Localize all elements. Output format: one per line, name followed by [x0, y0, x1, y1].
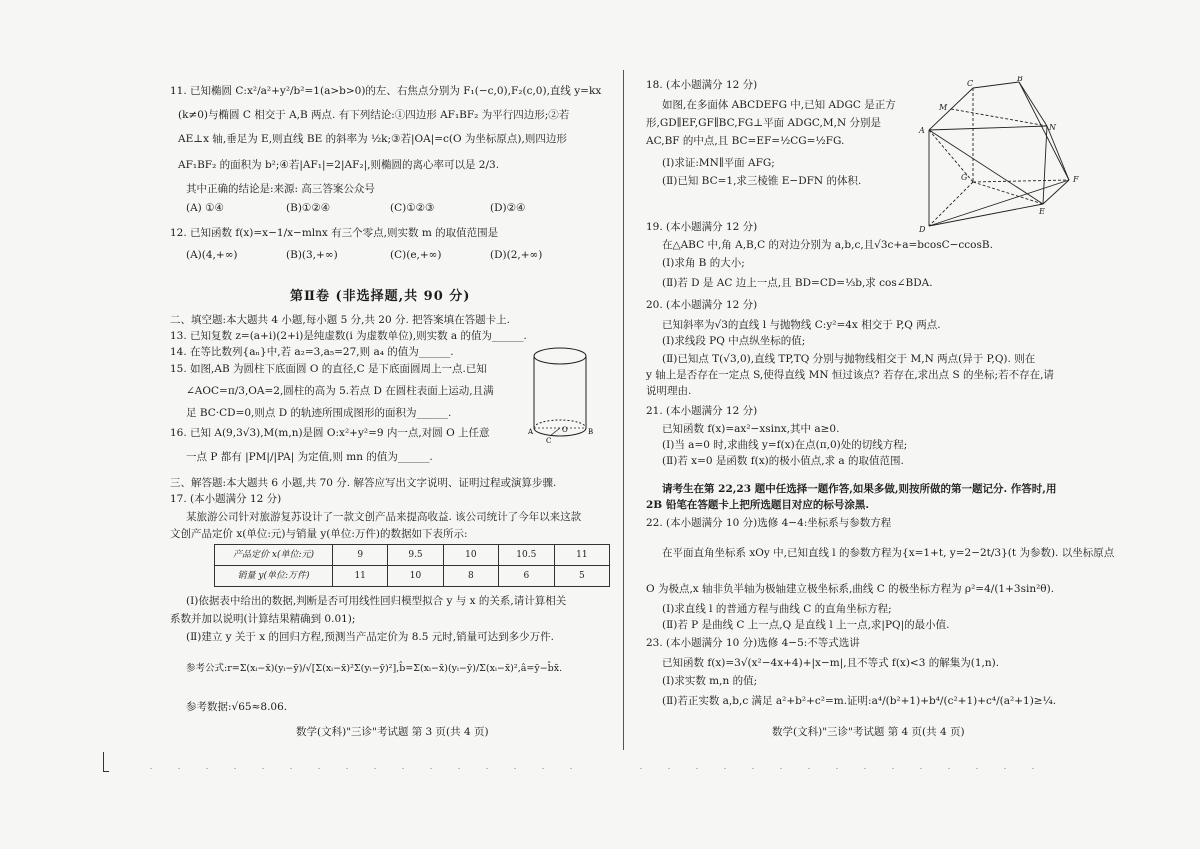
q11-line3: AE⊥x 轴,垂足为 E,则直线 BE 的斜率为 ½k;③若|OA|=c(O 为坐标原点),则四边形 — [178, 133, 567, 145]
cyl-label-c: C — [546, 437, 552, 444]
poly-label-c: C — [967, 79, 974, 88]
table-cell: 11 — [333, 566, 388, 587]
q23-head: 23. (本小题满分 10 分)选修 4−5:不等式选讲 — [646, 637, 860, 649]
q12-option-a: (A)(4,+∞) — [186, 249, 238, 261]
q20-line1: 已知斜率为√3的直线 l 与抛物线 C:y²=4x 相交于 P,Q 两点. — [662, 319, 941, 331]
table-cell: 5 — [554, 566, 609, 587]
q19-head: 19. (本小题满分 12 分) — [646, 221, 758, 233]
q22-head: 22. (本小题满分 10 分)选修 4−4:坐标系与参数方程 — [646, 517, 892, 529]
q18-head: 18. (本小题满分 12 分) — [646, 79, 758, 91]
poly-label-g: G — [961, 173, 968, 182]
q12-option-c: (C)(e,+∞) — [390, 249, 442, 261]
q18-line2: 形,GD∥EF,GF∥BC,FG⊥平面 ADGC,M,N 分别是 — [646, 117, 881, 129]
q11-option-b: (B)①②④ — [286, 202, 331, 214]
part2-title: 第Ⅱ卷 (非选择题,共 90 分) — [290, 289, 471, 304]
q17-line1: 某旅游公司针对旅游复苏设计了一款文创产品来提高收益. 该公司统计了今年以来这款 — [186, 511, 582, 523]
binding-mark — [103, 752, 104, 772]
q17-part1a: (Ⅰ)依据表中给出的数据,判断是否可用线性回归模型拟合 y 与 x 的关系,请计算相关 — [186, 595, 567, 607]
table-row — [215, 566, 610, 587]
q11-option-c: (C)①②③ — [390, 202, 435, 214]
q15-line2: ∠AOC=π/3,OA=2,圆柱的高为 5.若点 D 在圆柱表面上运动,且满 — [186, 385, 494, 397]
fill-header: 二、填空题:本大题共 4 小题,每小题 5 分,共 20 分. 把答案填在答题卡上. — [170, 314, 510, 326]
table-cell: 10 — [443, 545, 498, 566]
q21-line2: (Ⅰ)当 a=0 时,求曲线 y=f(x)在点(π,0)处的切线方程; — [662, 439, 908, 451]
q17-line2: 文创产品定价 x(单位:元)与销量 y(单位:万件)的数据如下表所示: — [170, 528, 468, 540]
page3-footer: 数学(文科)"三诊"考试题 第 3 页(共 4 页) — [296, 726, 489, 738]
q19-line3: (Ⅱ)若 D 是 AC 边上一点,且 BD=CD=⅓b,求 cos∠BDA. — [662, 277, 933, 289]
q11-line5: 其中正确的结论是:来源: 高三答案公众号 — [186, 183, 375, 195]
scan-dots-right — [640, 768, 1060, 769]
q20-line4: y 轴上是否存在一定点 S,使得直线 MN 恒过该点? 若存在,求出点 S 的坐标;若不存在,请 — [646, 369, 1054, 381]
polyhedron-figure — [915, 76, 1085, 234]
q12-line1: 12. 已知函数 f(x)=x−1/x−mlnx 有三个零点,则实数 m 的取值范围是 — [170, 227, 499, 239]
q18-line3: AC,BF 的中点,且 BC=EF=½CG=½FG. — [646, 135, 845, 147]
q22-line1: 在平面直角坐标系 xOy 中,已知直线 l 的参数方程为{x=1+t, y=2−2t/3}(t 为参数). 以坐标原点 — [662, 547, 1115, 559]
table-cell: 8 — [443, 566, 498, 587]
q11-option-a: (A) ①④ — [186, 202, 224, 214]
cyl-label-o: O — [562, 426, 568, 434]
q21-line1: 已知函数 f(x)=ax²−xsinx,其中 a≥0. — [662, 423, 840, 435]
q11-line1: 11. 已知椭圆 C:x²/a²+y²/b²=1(a>b>0)的左、右焦点分别为 F₁(−c,0),F₂(c,0),直线 y=kx — [170, 85, 602, 97]
table-cell: 产品定价 x(单位:元) — [215, 545, 333, 566]
q21-head: 21. (本小题满分 12 分) — [646, 405, 758, 417]
page4-footer: 数学(文科)"三诊"考试题 第 4 页(共 4 页) — [772, 726, 965, 738]
table-cell: 6 — [498, 566, 554, 587]
q11-line2: (k≠0)与椭圆 C 相交于 A,B 两点. 有下列结论:①四边形 AF₁BF₂ 为平行四边形;②若 — [178, 109, 570, 121]
q20-line3: (Ⅱ)已知点 T(√3,0),直线 TP,TQ 分别与抛物线相交于 M,N 两点(异于 P,Q). 则在 — [662, 353, 1036, 365]
q23-line2: (Ⅰ)求实数 m,n 的值; — [662, 675, 758, 687]
q23-line3: (Ⅱ)若正实数 a,b,c 满足 a²+b²+c²=m.证明:a⁴/(b²+1)+b⁴/(c²+1)+c⁴/(a²+1)≥¼. — [662, 695, 1057, 707]
binding-mark-foot — [103, 771, 109, 772]
q18-line4: (Ⅰ)求证:MN∥平面 AFG; — [662, 157, 775, 169]
q17-part1b: 系数并加以说明(计算结果精确到 0.01); — [170, 613, 356, 625]
cyl-label-a: A — [528, 428, 534, 436]
q22-line3: (Ⅰ)求直线 l 的普通方程与曲线 C 的直角坐标方程; — [662, 603, 892, 615]
q17-formula: 参考公式:r=Σ(xᵢ−x̄)(yᵢ−ȳ)/√[Σ(xᵢ−x̄)²Σ(yᵢ−ȳ)²],b̂=Σ(xᵢ−x̄)(yᵢ−ȳ)/Σ(xᵢ−x̄)²,â=ȳ−b̂x̄. — [186, 663, 563, 674]
q12-option-d: (D)(2,+∞) — [490, 249, 543, 261]
q15-line3: 足 BC·CD=0,则点 D 的轨迹所围成图形的面积为______. — [186, 407, 452, 419]
cylinder-figure — [528, 344, 598, 444]
q21-line3: (Ⅱ)若 x=0 是函数 f(x)的极小值点,求 a 的取值范围. — [662, 455, 904, 467]
q14: 14. 在等比数列{aₙ}中,若 a₂=3,a₅=27,则 a₄ 的值为______. — [170, 346, 454, 358]
poly-label-m: M — [939, 103, 948, 112]
q12-option-b: (B)(3,+∞) — [286, 249, 338, 261]
q20-line5: 说明理由. — [646, 385, 692, 397]
cyl-label-b: B — [588, 428, 594, 436]
poly-label-b: B — [1017, 76, 1023, 83]
poly-label-n: N — [1049, 123, 1056, 132]
table-cell: 11 — [554, 545, 609, 566]
choose-note-line2: 2B 铅笔在答题卡上把所选题目对应的标号涂黑. — [646, 499, 869, 511]
table-cell: 10.5 — [498, 545, 554, 566]
q18-line5: (Ⅱ)已知 BC=1,求三棱锥 E−DFN 的体积. — [662, 175, 862, 187]
q22-line4: (Ⅱ)若 P 是曲线 C 上一点,Q 是直线 l 上一点,求|PQ|的最小值. — [662, 619, 950, 631]
q16-line1: 16. 已知 A(9,3√3),M(m,n)是圆 O:x²+y²=9 内一点,对圆 O 上任意 — [170, 427, 490, 439]
q19-line1: 在△ABC 中,角 A,B,C 的对边分别为 a,b,c,且√3c+a=bcosC−ccosB. — [662, 239, 993, 251]
table-row — [215, 545, 610, 566]
table-cell: 9 — [333, 545, 388, 566]
choose-note-line1: 请考生在第 22,23 题中任选择一题作答,如果多做,则按所做的第一题记分. 作答时,用 — [662, 483, 1057, 495]
q20-head: 20. (本小题满分 12 分) — [646, 299, 758, 311]
q22-line2: O 为极点,x 轴非负半轴为极轴建立极坐标系,曲线 C 的极坐标方程为 ρ²=4/(1+3sin²θ). — [646, 583, 1055, 595]
poly-label-e: E — [1039, 207, 1045, 216]
q13: 13. 已知复数 z=(a+i)(2+i)是纯虚数(i 为虚数单位),则实数 a 的值为______. — [170, 330, 527, 342]
q15-line1: 15. 如图,AB 为圆柱下底面圆 O 的直径,C 是下底面圆周上一点.已知 — [170, 363, 487, 375]
q23-line1: 已知函数 f(x)=3√(x²−4x+4)+|x−m|,且不等式 f(x)<3 的解集为(1,n). — [662, 657, 1000, 669]
poly-label-f: F — [1073, 175, 1079, 184]
q17-part2: (Ⅱ)建立 y 关于 x 的回归方程,预测当产品定价为 8.5 元时,销量可达到多少万件. — [186, 631, 554, 643]
q11-line4: AF₁BF₂ 的面积为 b²;④若|AF₁|=2|AF₂|,则椭圆的离心率可以是 2/3. — [178, 159, 500, 171]
q16-line2: 一点 P 都有 |PM|/|PA| 为定值,则 mn 的值为______. — [186, 451, 433, 463]
q17-data-table — [214, 544, 610, 587]
page-divider — [623, 70, 624, 750]
scan-dots-left — [150, 768, 590, 769]
table-cell: 销量 y(单位:万件) — [215, 566, 333, 587]
table-cell: 9.5 — [388, 545, 443, 566]
poly-label-a: A — [919, 126, 925, 135]
q17-ref-data: 参考数据:√65≈8.06. — [186, 701, 288, 713]
q11-option-d: (D)②④ — [490, 202, 526, 214]
q18-line1: 如图,在多面体 ABCDEFG 中,已知 ADGC 是正方 — [662, 99, 896, 111]
poly-label-d: D — [919, 225, 926, 234]
solve-header: 三、解答题:本大题共 6 小题,共 70 分. 解答应写出文字说明、证明过程或演算步骤. — [170, 477, 557, 489]
table-cell: 10 — [388, 566, 443, 587]
q19-line2: (Ⅰ)求角 B 的大小; — [662, 257, 745, 269]
q20-line2: (Ⅰ)求线段 PQ 中点纵坐标的值; — [662, 335, 806, 347]
q17-head: 17. (本小题满分 12 分) — [170, 493, 282, 505]
